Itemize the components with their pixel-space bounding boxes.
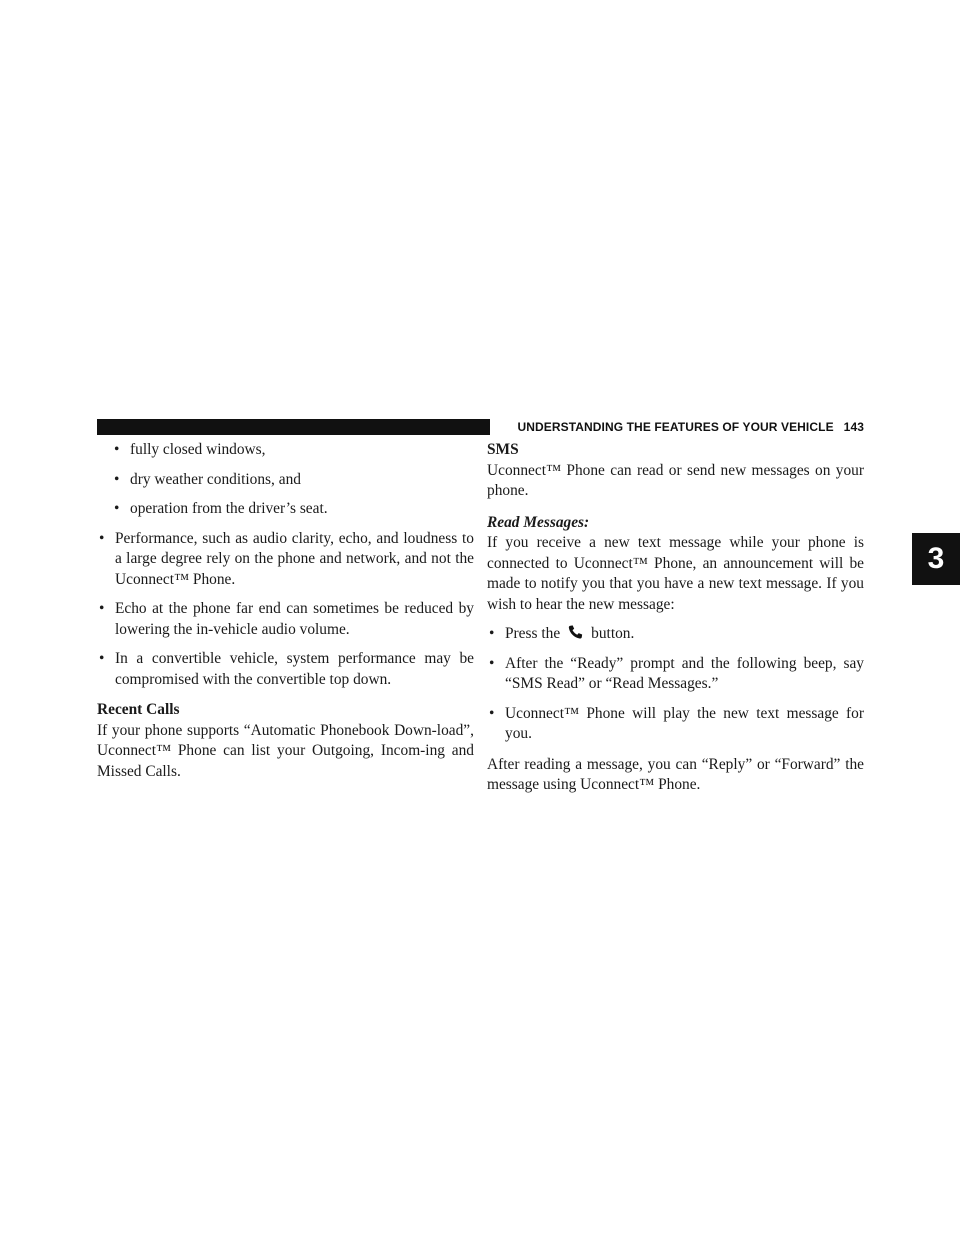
- bullet-item: • Performance, such as audio clarity, echo, and loudness to a large degree rely on the phone and network, and not the Uconnect™ Phone.: [99, 529, 474, 588]
- left-column: [97, 440, 474, 782]
- chapter-tab: 3: [912, 533, 960, 585]
- section-heading-sms: SMS: [487, 441, 519, 458]
- recent-calls-body: If your phone supports “Automatic Phonebook Down-load”, Uconnect™ Phone can list your Outgoing, Incom-ing and Missed Calls.: [97, 721, 474, 780]
- page-number: 143: [843, 420, 864, 434]
- sub-bullet-item: • fully closed windows,: [114, 441, 266, 458]
- sms-body: Uconnect™ Phone can read or send new messages on your phone.: [487, 461, 864, 499]
- read-messages-body: If you receive a new text message while your phone is connected to Uconnect™ Phone, an announcement will be made to notify you that you have a new text message. If you wish to hear the new message:: [487, 534, 864, 613]
- bullet-item: • In a convertible vehicle, system performance may be compromised with the convertible top down.: [99, 650, 474, 688]
- running-header-title: UNDERSTANDING THE FEATURES OF YOUR VEHICLE: [517, 420, 834, 434]
- right-column: [487, 440, 864, 796]
- bullet-item: • Uconnect™ Phone will play the new text message for you.: [489, 704, 864, 742]
- read-messages-closing: After reading a message, you can “Reply” or “Forward” the message using Uconnect™ Phone.: [487, 755, 864, 793]
- subheading-read-messages: Read Messages:: [487, 513, 590, 531]
- sub-bullet-item: • operation from the driver’s seat.: [114, 500, 328, 517]
- bullet-item-press-button: • Press the button.: [489, 625, 635, 642]
- phone-handset-icon: [567, 625, 585, 639]
- sub-bullet-item: • dry weather conditions, and: [114, 470, 301, 488]
- section-heading-recent-calls: Recent Calls: [97, 701, 180, 718]
- running-header: [517, 420, 864, 434]
- bullet-item: • After the “Ready” prompt and the following beep, say “SMS Read” or “Read Messages.”: [489, 654, 864, 692]
- bullet-item: • Echo at the phone far end can sometimes be reduced by lowering the in-vehicle audio volume.: [99, 600, 474, 638]
- header-rule: [97, 419, 490, 435]
